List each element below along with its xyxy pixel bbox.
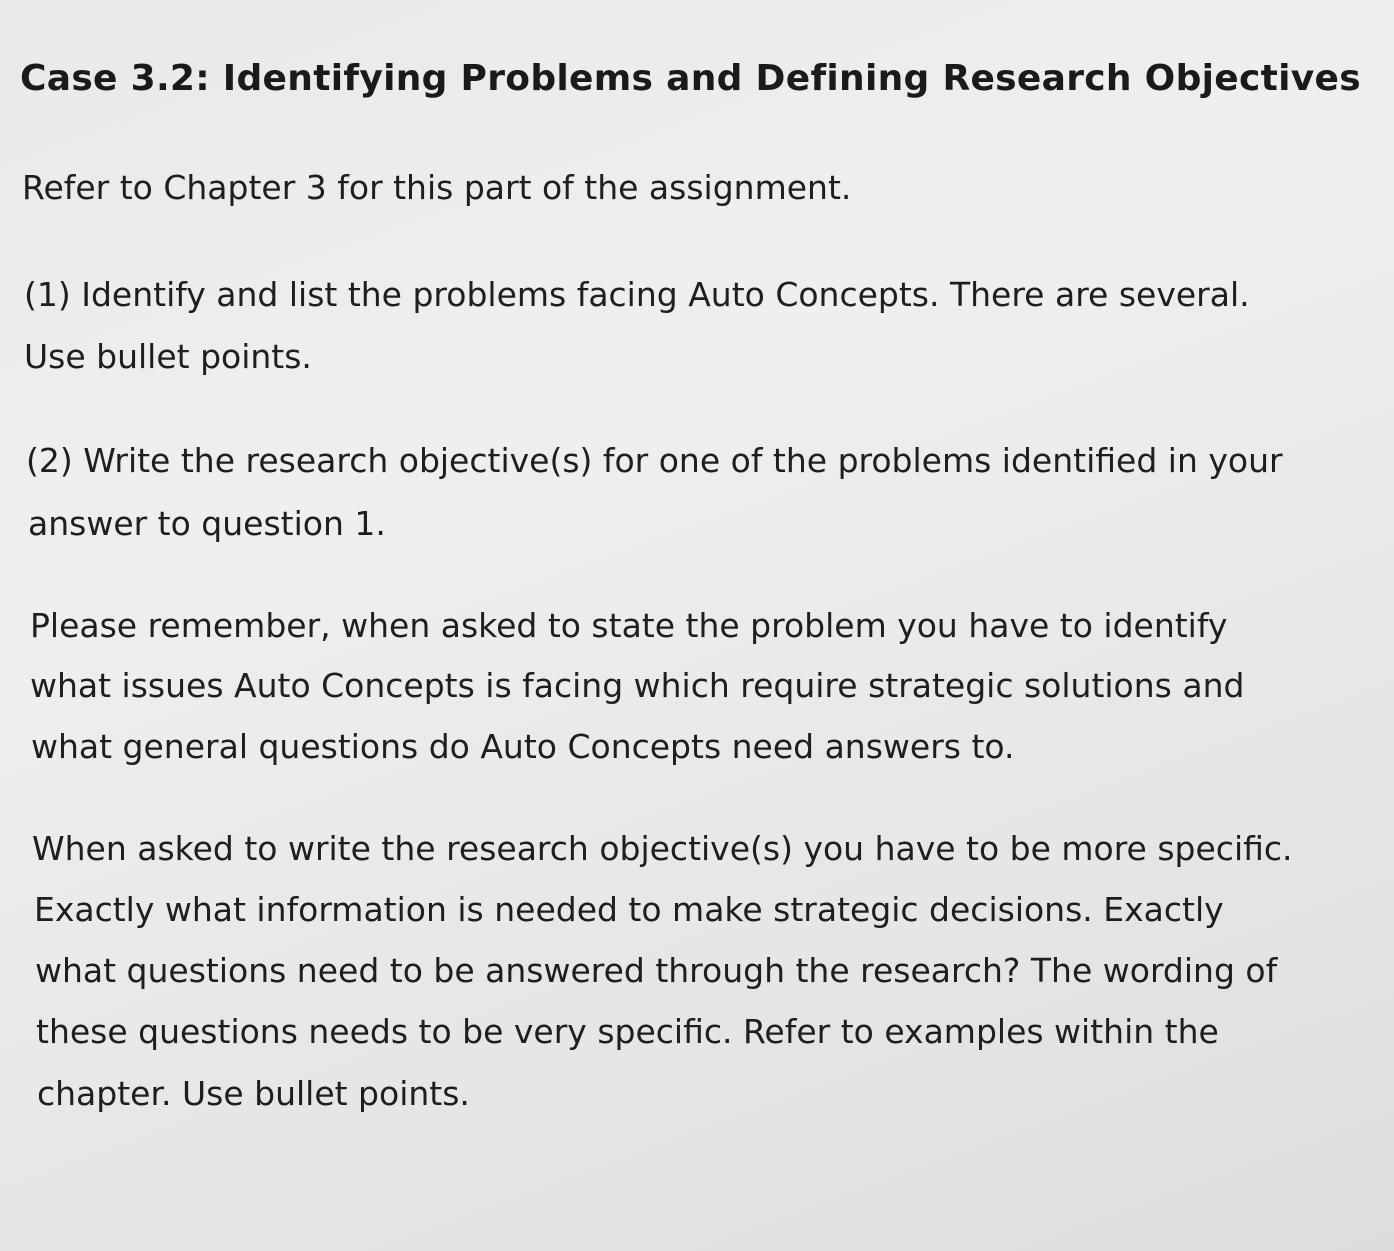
note-2-line-4: these questions needs to be very specific. Refer to examples within the	[36, 1012, 1219, 1051]
note-2-line-5: chapter. Use bullet points.	[37, 1074, 470, 1113]
note-2-line-1: When asked to write the research objective(s) you have to be more specific.	[32, 829, 1293, 868]
note-2-line-3: what questions need to be answered through the research? The wording of	[35, 951, 1278, 990]
note-1-line-3: what general questions do Auto Concepts need answers to.	[31, 727, 1015, 766]
intro-text: Refer to Chapter 3 for this part of the assignment.	[22, 168, 852, 207]
question-1-line-2: Use bullet points.	[24, 337, 312, 376]
page-title: Case 3.2: Identifying Problems and Defining Research Objectives	[20, 58, 1362, 99]
note-1-line-1: Please remember, when asked to state the problem you have to identify	[30, 606, 1228, 645]
question-1-line-1: (1) Identify and list the problems facing Auto Concepts. There are several.	[24, 275, 1250, 314]
note-2-line-2: Exactly what information is needed to make strategic decisions. Exactly	[34, 890, 1224, 929]
question-2-line-2: answer to question 1.	[28, 504, 386, 543]
note-1-line-2: what issues Auto Concepts is facing which require strategic solutions and	[30, 666, 1245, 705]
question-2-line-1: (2) Write the research objective(s) for one of the problems identified in your	[26, 441, 1283, 480]
